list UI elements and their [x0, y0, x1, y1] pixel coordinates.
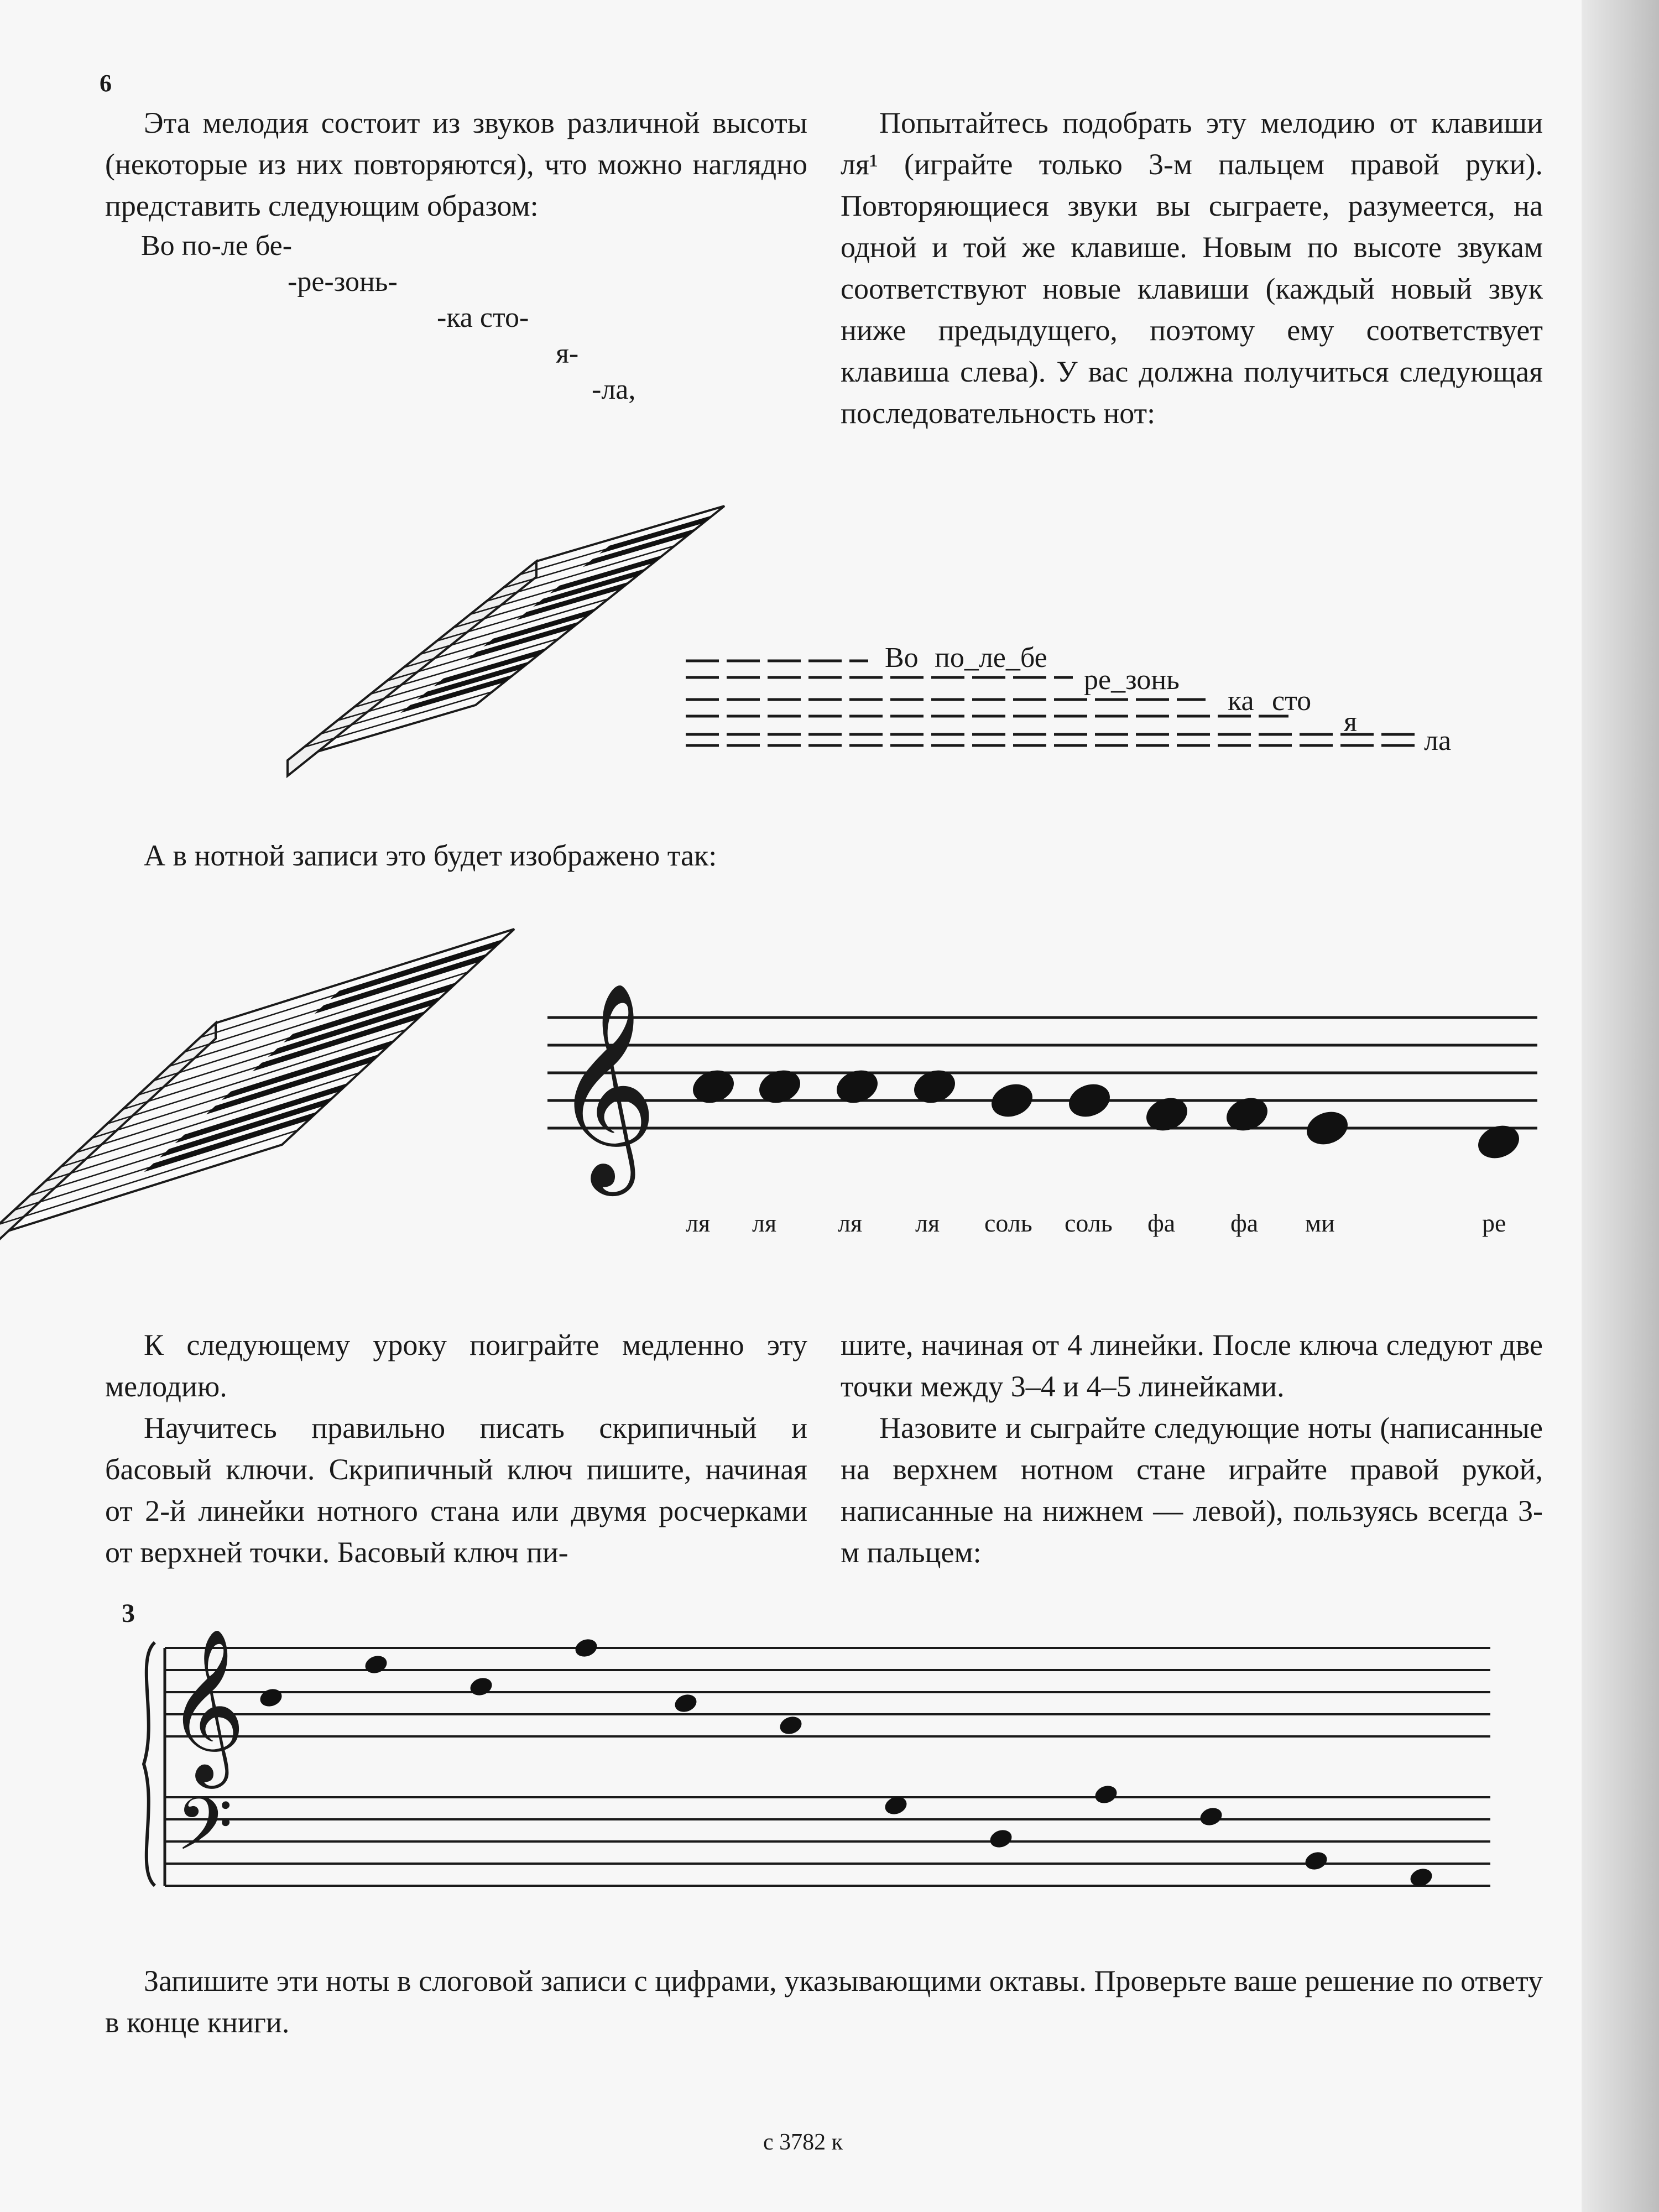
note-name-5: соль — [984, 1209, 1032, 1237]
note-head — [1142, 1093, 1192, 1136]
lyric-step-1: Во по-ле бе- — [141, 230, 293, 262]
lyric-step-2: -ре-зонь- — [288, 266, 398, 298]
note-head — [1198, 1805, 1224, 1828]
note-head — [987, 1079, 1037, 1123]
note-head — [910, 1065, 960, 1109]
note-head — [778, 1714, 804, 1737]
note-head — [1222, 1093, 1272, 1136]
diagram-lyric-6: я — [1344, 706, 1357, 738]
brace-icon — [144, 1642, 155, 1886]
note-head — [755, 1065, 805, 1109]
note-head — [832, 1065, 883, 1109]
note-name-9: ми — [1305, 1209, 1335, 1237]
note-head — [1474, 1120, 1524, 1164]
diagram-lyric-5: сто — [1272, 685, 1312, 717]
bass-continue-text: шите, начиная от 4 линейки. После ключа следуют две точки между 3–4 и 4–5 линейками. — [841, 1328, 1543, 1403]
diagram-lyric-1: Во — [885, 642, 919, 674]
instruction-text: Попытайтесь подобрать эту мелодию от клавиши ля¹ (играйте только 3-м пальцем правой руки). Повторяющиеся звуки вы сыграете, разумеется, на одной и той же клавише. Новым по высоте звукам соответствуют новые клавиши (каждый новый звук ниже предыдущего, поэтому ему соответствует клавиша слева). У вас должна получиться следующая последовательность нот: — [841, 106, 1543, 430]
melody-staff — [547, 973, 1543, 1194]
note-head — [688, 1065, 739, 1109]
instruction-paragraph — [841, 102, 1543, 434]
treble-clef-icon: 𝄞 — [167, 1627, 246, 1782]
note-name-3: ля — [838, 1209, 863, 1237]
exercise-intro-text: Назовите и сыграйте следующие ноты (написанные на верхнем нотном стане играйте правой рукой, написанные на нижнем — левой), пользуясь всегда 3-м пальцем: — [841, 1411, 1543, 1569]
conclusion-text: Запишите эти ноты в слоговой записи с цифрами, указывающими октавы. Проверьте ваше решение по ответу в конце книги. — [105, 1964, 1543, 2039]
note-head — [1303, 1849, 1329, 1872]
treble-clef-icon: 𝄞 — [553, 981, 658, 1187]
intro-paragraph — [105, 102, 807, 227]
note-name-4: ля — [915, 1209, 940, 1237]
page-binding-shadow — [1582, 0, 1659, 2212]
note-name-2: ля — [752, 1209, 777, 1237]
note-head — [1093, 1783, 1119, 1806]
footer-text: с 3782 к — [763, 2130, 843, 2155]
practice-paragraphs — [105, 1324, 807, 1573]
note-name-1: ля — [686, 1209, 711, 1237]
note-name-10: ре — [1482, 1209, 1506, 1237]
note-head — [258, 1686, 284, 1709]
lyric-step-5: -ла, — [592, 374, 636, 405]
lyric-step-3: -ка сто- — [437, 302, 529, 333]
piano-keyboard-diagram-2 — [127, 929, 547, 1239]
exercise-grand-staff — [133, 1626, 1504, 1913]
note-head — [1065, 1079, 1115, 1123]
notation-intro: А в нотной записи это будет изображено так: — [144, 839, 717, 872]
note-name-6: соль — [1065, 1209, 1113, 1237]
note-head — [672, 1692, 699, 1715]
diagram-lyric-7: ла — [1424, 725, 1452, 757]
note-head — [573, 1636, 599, 1660]
bass-clef-icon: 𝄢 — [176, 1781, 233, 1885]
page-number: 6 — [100, 70, 112, 97]
note-head — [468, 1675, 494, 1698]
lyric-step-4: я- — [556, 338, 579, 369]
note-name-7: фа — [1147, 1209, 1176, 1237]
exercise-number: 3 — [122, 1599, 135, 1628]
note-head — [1302, 1107, 1353, 1150]
diagram-lyric-2: по_ле_бе — [935, 642, 1047, 674]
melody-ladder — [686, 636, 1460, 758]
diagram-lyric-3: ре_зонь — [1084, 664, 1180, 696]
diagram-lyric-4: ка — [1228, 685, 1254, 717]
note-head — [988, 1827, 1014, 1850]
exercise-paragraphs — [841, 1324, 1543, 1573]
practice-text-1: К следующему уроку поиграйте медленно эту мелодию. — [105, 1328, 807, 1403]
note-head — [363, 1653, 389, 1676]
intro-text: Эта мелодия состоит из звуков различной высоты (некоторые из них повторяются), что можно наглядно представить следующим образом: — [105, 106, 807, 222]
note-name-8: фа — [1230, 1209, 1259, 1237]
conclusion-paragraph — [105, 1960, 1543, 2043]
practice-text-2: Научитесь правильно писать скрипичный и басовый ключи. Скрипичный ключ пишите, начиная от 2-й линейки нотного стана или двумя росчерками от верхней точки. Басовый ключ пи- — [105, 1411, 807, 1569]
